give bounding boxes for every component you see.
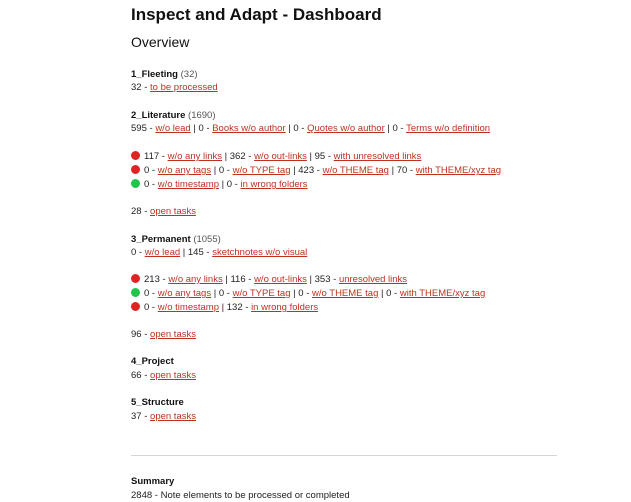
quotes-wo-author-link[interactable]: Quotes w/o author — [307, 123, 385, 134]
status-green-icon — [131, 288, 140, 297]
stat-value: 0 — [218, 288, 225, 299]
stat-value: 0 — [131, 247, 137, 258]
stat-value: 0 — [144, 302, 150, 313]
fleeting-name: 1_Fleeting — [131, 69, 178, 80]
literature-tags-row: 0 - w/o any tags | 0 - w/o TYPE tag | 423 - w/o THEME tag | 70 - with THEME/xyz tag — [131, 165, 501, 177]
stat-value: 362 — [229, 151, 246, 162]
stat-value: 0 — [144, 288, 150, 299]
stat-value: 423 — [298, 165, 315, 176]
literature-name: 2_Literature — [131, 110, 186, 121]
wo-any-tags-link[interactable]: w/o any tags — [157, 165, 212, 176]
literature-header — [131, 110, 216, 122]
open-tasks-link[interactable]: open tasks — [150, 411, 196, 422]
in-wrong-folders-link[interactable]: in wrong folders — [240, 179, 308, 190]
stat-value: 95 — [314, 151, 326, 162]
project-header — [131, 356, 174, 368]
wo-any-links-link[interactable]: w/o any links — [167, 151, 222, 162]
stat-value: 96 — [131, 329, 142, 340]
stat-value: 0 — [144, 179, 150, 190]
page-title: Inspect and Adapt - Dashboard — [131, 5, 382, 24]
wo-any-tags-link[interactable]: w/o any tags — [157, 288, 212, 299]
permanent-links-row: 213 - w/o any links | 116 - w/o out-links | 353 - unresolved links — [131, 274, 407, 286]
stat-value: 117 — [144, 151, 160, 162]
stat-value: 0 — [198, 123, 204, 134]
permanent-tasks: 96 - open tasks — [131, 329, 196, 340]
literature-count: (1690) — [188, 110, 216, 121]
to-be-processed-link[interactable]: to be processed — [150, 82, 218, 93]
wo-timestamp-link[interactable]: w/o timestamp — [157, 302, 219, 313]
fleeting-header — [131, 69, 198, 81]
permanent-tags-row: 0 - w/o any tags | 0 - w/o TYPE tag | 0 - w/o THEME tag | 0 - with THEME/xyz tag — [131, 288, 485, 300]
status-red-icon — [131, 274, 140, 283]
stat-value: 0 — [144, 165, 150, 176]
stat-value: 116 — [230, 274, 246, 285]
permanent-name: 3_Permanent — [131, 234, 191, 245]
literature-stats: 595 - w/o lead | 0 - Books w/o author | 0 - Quotes w/o author | 0 - Terms w/o definition — [131, 123, 491, 134]
structure-header — [131, 397, 184, 409]
structure-tasks: 37 - open tasks — [131, 411, 196, 422]
status-green-icon — [131, 179, 140, 188]
summary-header — [131, 476, 174, 488]
structure-name: 5_Structure — [131, 397, 184, 408]
overview-heading: Overview — [131, 34, 190, 50]
stat-value: 66 — [131, 370, 142, 381]
stat-value: 37 — [131, 411, 142, 422]
with-theme-xyz-tag-link[interactable]: with THEME/xyz tag — [415, 165, 502, 176]
summary-total: 2848 — [131, 490, 153, 501]
open-tasks-link[interactable]: open tasks — [150, 329, 196, 340]
stat-value: 70 — [396, 165, 408, 176]
unresolved-links-link[interactable]: unresolved links — [338, 274, 408, 285]
unresolved-links-link[interactable]: with unresolved links — [333, 151, 422, 162]
stat-value: 145 — [187, 247, 204, 258]
divider — [131, 455, 557, 456]
stat-value: 0 — [218, 165, 225, 176]
permanent-header — [131, 234, 221, 246]
summary-heading: Summary — [131, 476, 175, 487]
stat-value: 28 — [131, 206, 142, 217]
wo-lead-link[interactable]: w/o lead — [155, 123, 191, 134]
fleeting-stats: 32 - to be processed — [131, 82, 218, 93]
stat-value: 32 — [131, 82, 142, 93]
wo-theme-tag-link[interactable]: w/o THEME tag — [322, 165, 389, 176]
books-wo-author-link[interactable]: Books w/o author — [212, 123, 286, 134]
in-wrong-folders-link[interactable]: in wrong folders — [251, 302, 319, 313]
wo-any-links-link[interactable]: w/o any links — [168, 274, 223, 285]
with-theme-xyz-tag-link[interactable]: with THEME/xyz tag — [399, 288, 486, 299]
wo-timestamp-link[interactable]: w/o timestamp — [157, 179, 219, 190]
stat-value: 0 — [293, 123, 299, 134]
stat-value: 213 — [144, 274, 160, 285]
stat-value: 353 — [314, 274, 331, 285]
fleeting-count: (32) — [180, 69, 198, 80]
permanent-time-row: 0 - w/o timestamp | 132 - in wrong folders — [131, 302, 318, 314]
literature-time-row: 0 - w/o timestamp | 0 - in wrong folders — [131, 179, 308, 191]
project-tasks: 66 - open tasks — [131, 370, 196, 381]
literature-links-row: 117 - w/o any links | 362 - w/o out-links | 95 - with unresolved links — [131, 151, 421, 163]
stat-value: 0 — [298, 288, 304, 299]
permanent-count: (1055) — [193, 234, 221, 245]
project-name: 4_Project — [131, 356, 174, 367]
permanent-stats: 0 - w/o lead | 145 - sketchnotes w/o visual — [131, 247, 308, 258]
summary-line: 2848 - Note elements to be processed or completed — [131, 490, 350, 501]
wo-out-links-link[interactable]: w/o out-links — [254, 151, 307, 162]
status-red-icon — [131, 165, 140, 174]
literature-tasks: 28 - open tasks — [131, 206, 196, 217]
status-red-icon — [131, 151, 140, 160]
stat-value: 0 — [226, 179, 233, 190]
wo-lead-link[interactable]: w/o lead — [144, 247, 181, 258]
sketchnotes-wo-visual-link[interactable]: sketchnotes w/o visual — [212, 247, 308, 258]
wo-out-links-link[interactable]: w/o out-links — [254, 274, 307, 285]
wo-type-tag-link[interactable]: w/o TYPE tag — [232, 288, 291, 299]
wo-type-tag-link[interactable]: w/o TYPE tag — [232, 165, 291, 176]
terms-wo-definition-link[interactable]: Terms w/o definition — [406, 123, 491, 134]
summary-text: Note elements to be processed or completed — [160, 490, 350, 501]
stat-value: 595 — [131, 123, 147, 134]
open-tasks-link[interactable]: open tasks — [150, 206, 196, 217]
wo-theme-tag-link[interactable]: w/o THEME tag — [312, 288, 379, 299]
status-red-icon — [131, 302, 140, 311]
open-tasks-link[interactable]: open tasks — [150, 370, 196, 381]
stat-value: 0 — [392, 123, 398, 134]
stat-value: 0 — [386, 288, 392, 299]
stat-value: 132 — [226, 302, 243, 313]
